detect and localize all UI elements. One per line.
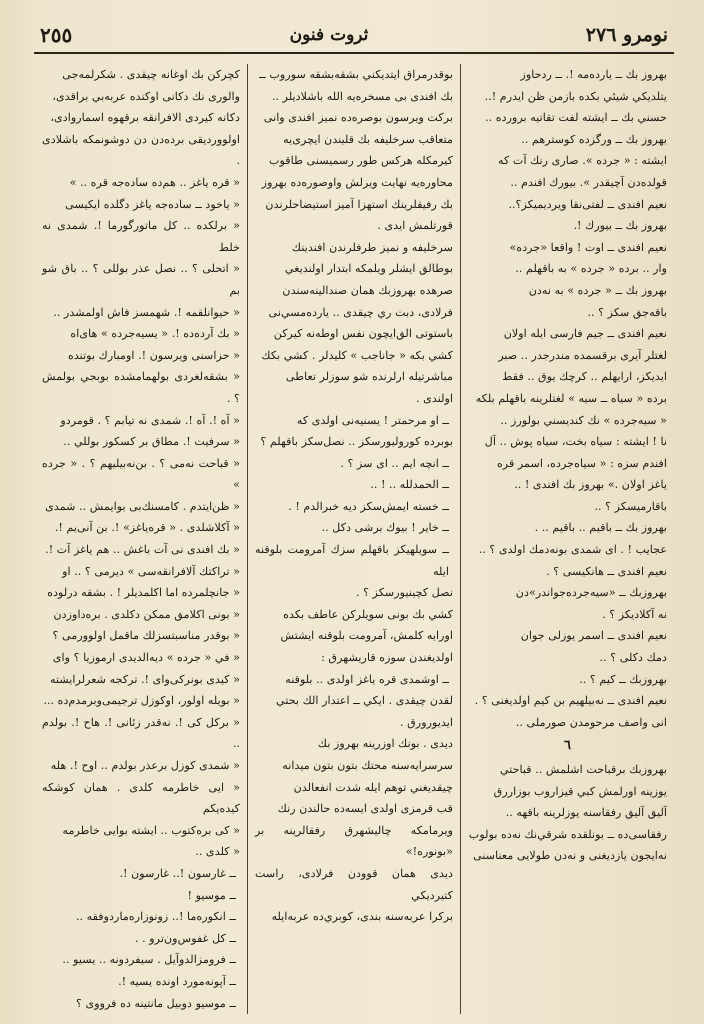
text-line: عجايب ! . اى شمدى بونه‌دمك اولدى ؟ ..: [478, 543, 667, 557]
text-line: كشي بك بونى سويلركن عاطف بكده: [283, 607, 453, 621]
text-line: باقه‌جق سكز ؟ ..: [587, 305, 667, 319]
text-line: ــ موسيو !: [187, 888, 236, 902]
text-line: نعيم افندى ــ اسمر يوزلى جوان: [520, 629, 667, 643]
text-line: فرلادى، دبت ري چيقدى .. يارده‌مسي‌نى: [268, 305, 453, 319]
text-line: « بويله اولور، اوكوزل ترجيمى‌وبرمدم‌ده ...: [43, 694, 240, 708]
text-line: ايديورورق .: [400, 715, 453, 729]
text-line: ــ او مرحمتر ! يسنيه‌نى اولدى كه: [296, 413, 449, 427]
text-line: يوزينه اورلمش كبي قيزاروب بوزاررق: [493, 784, 667, 798]
text-line: رفقاسى‌ده ــ بونلقده شرقي‌نك نه‌ده بولوب: [468, 827, 667, 841]
text-line: افندم سزه : « سياه‌جرده، اسمر قره: [496, 456, 667, 470]
page-header: [34, 18, 674, 54]
text-line: بركرا عربه‌سنه بندى، كوبري‌ده عربه‌ايله: [271, 910, 453, 924]
text-line: بهروز بك ــ بيورك !.: [573, 219, 667, 233]
publication-title: ثروت فنون: [289, 25, 369, 45]
text-line: ــ آپونه‌مورد اونده يسيه !.: [118, 974, 236, 988]
text-line: ــ الحمدلله .. ! ..: [370, 478, 449, 492]
text-line: بهروز بك ــ باقيم .. باقيم .. .: [534, 521, 667, 535]
text-line: ــ انكوره‌ما !.. زونوزاره‌ماردوفقه ..: [75, 910, 236, 924]
text-line: بهروز بك ــ ورگزده كوسترهم ..: [521, 132, 667, 146]
text-line: برده « سياه ــ سيه » لغتلرينه باقهلم بلكه: [475, 391, 667, 405]
text-line: « آكلاشلدى . « قره‌ياغز» !. بن آنى‌يم !.: [54, 521, 240, 535]
text-line: محاوره‌يه نهايت ويرلش واوصوره‌ده بهروز: [261, 175, 453, 189]
text-line: ويرمامكه چاليشهرق رفقالرينه بر «بونوره!»: [255, 823, 453, 859]
text-line: مباشرتيله ارلرنده شو سوزلر تعاطى: [285, 370, 453, 384]
text-line: « بك آرده‌ده !. « يسيه‌جرده » هاى‌اه: [70, 327, 240, 341]
text-line: بوبرده كوروليورسكز .. نصل‌سكز باقهلم ؟: [260, 435, 453, 449]
text-line: اورايه كلمش، آمرومت بلوقنه ايشتش: [280, 629, 453, 643]
text-line: وار .. برده « جرده » به باقهلم ..: [515, 262, 667, 276]
text-line: ايديكز، ارايهلم .. كرچك يوق .. فقط: [502, 370, 667, 384]
text-line: « كى بره‌كتوب .. ايشته بوايى خاطرمه: [62, 823, 240, 837]
text-line: بوقدرمراق ايتديكني بشقه‌بشقه سوروب ــ: [259, 68, 453, 81]
text-line: والورى نك دكانى اوكنده عربه‌بي براقدى،: [52, 89, 240, 103]
issue-number: نومرو ٢٧٦: [585, 24, 668, 46]
text-line: سرخليفه و نميز طرفلرندن افندينك: [291, 240, 453, 254]
text-line: « ايى خاطرمه كلدى . همان كوشكه كيده‌يكم: [42, 780, 240, 816]
page-number: ٢٥٥: [40, 23, 73, 47]
text-line: « حزاسنى ويرسون !. اومبارك بوتنده: [67, 348, 240, 362]
text-line: « جانچلمرده اما اكلمديلر ! . بشقه درلوده: [47, 586, 240, 600]
text-line: « حيوانلقمه !. شهمسز فاش اولمشدر ..: [53, 305, 240, 319]
text-line: يتلديكي شيئي بكده بازمن ظن ايدرم !..: [484, 89, 667, 103]
text-line: بك افندى بى مسخره‌يه الله باشلاديلر ..: [272, 89, 453, 103]
text-line: آليق آليق رفقاسنه يوزلرينه باقهه ..: [505, 806, 667, 820]
text-line: كيرمكله هركس طور رسميسنى طاقوب: [269, 154, 453, 168]
text-line: حسني بك ــ ايشته لفت تقاتيه برورده ..: [485, 111, 667, 125]
text-line: قولده‌دن آچيقدر ». بيورك افندم ..: [510, 175, 667, 189]
text-line: بك رفيقلرينك استهزا آميز استيضاحلرندن: [265, 197, 453, 211]
text-line: صرهده بهروزبك همان صندالينه‌سندن: [282, 283, 453, 297]
text-line: نه آكلاديكز ؟ .: [602, 607, 667, 621]
text-line: ــ موسيو دوبيل مانتينه ده فرووى ؟: [75, 996, 236, 1010]
text-line: « ظن‌ايتدم . كامسنك‌بى بوايمش .. شمدى: [45, 499, 240, 513]
text-line: اولوورديقى برده‌دن دن دوشونمكه باشلادى .: [42, 132, 240, 168]
text-line: « تراكتك آلافرانقه‌سى » ديرمى ؟ .. او: [62, 564, 240, 578]
text-line: « آه !. آه !. شمدى نه تيابم ؟ . قومردو: [60, 413, 240, 427]
text-line: ديدى همان قوودن فرلادى، راست كتيرديكي: [255, 866, 453, 902]
text-line: لقدن چيقدى . ايكي ــ اعتدار الك بحتي: [276, 694, 453, 708]
text-line: « شمدى كوزل برعذر بولدم .. اوح !. هله: [50, 759, 240, 772]
text-line: نا ! ايشته : سياه بخت، سياه پوش .. آل: [484, 435, 667, 449]
text-line: « سرفيت !. مطاق بر كسكوز بوللي ..: [63, 435, 240, 449]
text-line: كچركن بك اوغانه چيقدى . شكرلمه‌جى: [62, 68, 240, 81]
text-line: « قره ياغز .. هم‌ده ساده‌جه قره .. »: [69, 175, 240, 189]
column-left: [35, 64, 248, 1014]
text-line: ــ فرومز‌الدوآيل . سيفردونه .. يسيو ..: [62, 953, 236, 967]
text-line: قورتلمش ايدى .: [377, 219, 453, 233]
text-line: اولندى .: [415, 391, 453, 405]
text-line: ــ خسته‌ ايمش‌سكز ديه خبرالدم ! .: [288, 499, 449, 513]
text-line: « بشقه‌لغردى بولهمامشده بوبجي بولمش ؟ .: [42, 370, 240, 405]
text-line: لغتلر آيرى برقسمده مندرجدر .. صبر: [498, 348, 667, 362]
text-line: نه‌ايجون يازديغنى و نه‌دن طولايى معناسنى: [473, 849, 667, 863]
text-line: بهروزبك ــ «سيه‌جرده‌جواندر»دن: [515, 586, 667, 600]
text-line: اولديغندن سوزه قاريشهرق :: [321, 651, 453, 665]
text-line: بهروز بك ــ يارده‌مه !. ــ ردحاوز: [520, 68, 667, 81]
text-line: نصل كچينيورسكز ؟ .: [355, 586, 453, 600]
text-line: ــ خاير ! بيوك برشى دكل ..: [321, 521, 449, 535]
text-line: دمك دكلى ؟ ..: [599, 651, 667, 665]
text-line: نعيم افندى ــ لفتى‌نقا ويرديميكز؟..: [508, 197, 667, 211]
text-line: « برلكده .. كل ماتورگورما !. شمدى نه خلط: [42, 219, 240, 254]
text-line: ــ سويلهيكز باقهلم سزك آمرومت بلوقنه ايله: [255, 543, 449, 578]
text-line: ــ اوشمدى قره ياغز اولدى .. بلوقنه: [285, 672, 449, 686]
text-line: نعيم افندى ــ هانكيسى ؟ .: [546, 564, 667, 578]
text-line: « بوقدر مناسبتسزلك ماقمل اولوورمى ؟: [52, 629, 240, 643]
text-line: قب قرمزى اولدى ايسه‌ده حالندن رنك: [277, 802, 453, 816]
text-line: « في « جرده » ديه‌الديدى ارموزيا ؟ واى: [52, 651, 240, 665]
column-middle: [248, 64, 461, 1014]
text-line: سرسرايه‌سنه محتك بتون بتون ميدانه: [282, 759, 453, 772]
text-line: « بونى اكلامق ممكن دكلدى . بره‌داوزدن: [53, 607, 240, 621]
text-line: نعيم افندى ــ نه‌بيلهيم بن كيم اولديغنى ؟ .: [474, 694, 667, 708]
text-line: دكانه كيردى الافرانقه برقهوه اسماروادى،: [50, 111, 240, 125]
text-line: باقارميسكز ؟ ..: [594, 499, 667, 513]
column-right: [461, 64, 674, 1014]
text-line: « ياخود ــ ساده‌جه ياغز دگلده ايكيسى: [65, 197, 240, 211]
text-line: ديدى . بونك اوزرينه بهروز بك: [317, 737, 453, 751]
text-line: بهروزبك برقباحت اشلمش .. قباحتي: [499, 763, 667, 776]
text-line: « كلدى ..: [195, 845, 240, 859]
text-line: متعاقب سرخليفه بك قليندن ايچرى‌يه: [283, 132, 453, 146]
text-line: ايشته : « جرده ». صارى رنك آت كه: [498, 154, 667, 168]
text-line: چيقديغني توهم ايله شدت انفعالدن: [293, 780, 453, 794]
text-line: نعيم افندى ــ اوت ! واقعا «جرده»: [509, 240, 667, 254]
text-columns: [34, 64, 674, 1014]
text-line: « بك افندى نى آت باغش .. هم ياغز آت !.: [45, 543, 240, 557]
text-line: ــ غارسون !.. غارسون !.: [119, 866, 236, 880]
text-line: باستوتى الق‌ايچون نفس اوطه‌نه كيركن: [273, 327, 453, 341]
text-line: « اتحلى ؟ .. نصل عذر بوللى ؟ .. باق شو بم: [42, 262, 240, 297]
text-line: كشي بكه « جاناجب » كليدلر . كشي بكك: [261, 348, 453, 362]
text-line: نعيم افندى ــ جيم فارسى ايله اولان: [503, 327, 667, 341]
text-line: ــ انچه ايم .. اى سز ؟ .: [340, 456, 449, 470]
text-line: « كيدى بونركى‌واى !. تركجه شعرلرايشته: [49, 672, 240, 686]
text-line: « بركل كى !. نه‌قدر زئانى !. هاح !. بولدم ..: [42, 715, 240, 751]
text-line: « سيه‌جرده » نك كنديسني بولورز ..: [500, 413, 667, 427]
text-line: ــ كل غفوس‌ون‌ترو . .: [135, 931, 236, 945]
text-line: بهروز بك ــ « جرده » به نه‌دن: [528, 283, 667, 297]
text-line: بهروزبك ــ كيم ؟ ..: [579, 672, 667, 686]
text-line: بوطالق ايشلر ويلمكه ابتدار اولنديغي: [284, 262, 453, 276]
text-line: ياغز اولان .» بهروز بك افندى ! ..: [514, 478, 667, 492]
text-line: انى واصف مرحومدن صورملى ..: [515, 715, 667, 729]
text-line: ٦: [564, 738, 571, 754]
text-line: « قباحت نه‌مى ؟ . بن‌نه‌بيليهم ؟ . « جرده »: [42, 456, 240, 492]
text-line: بركت ويرسون بوصره‌ده نميز افندى وانى: [263, 111, 453, 125]
